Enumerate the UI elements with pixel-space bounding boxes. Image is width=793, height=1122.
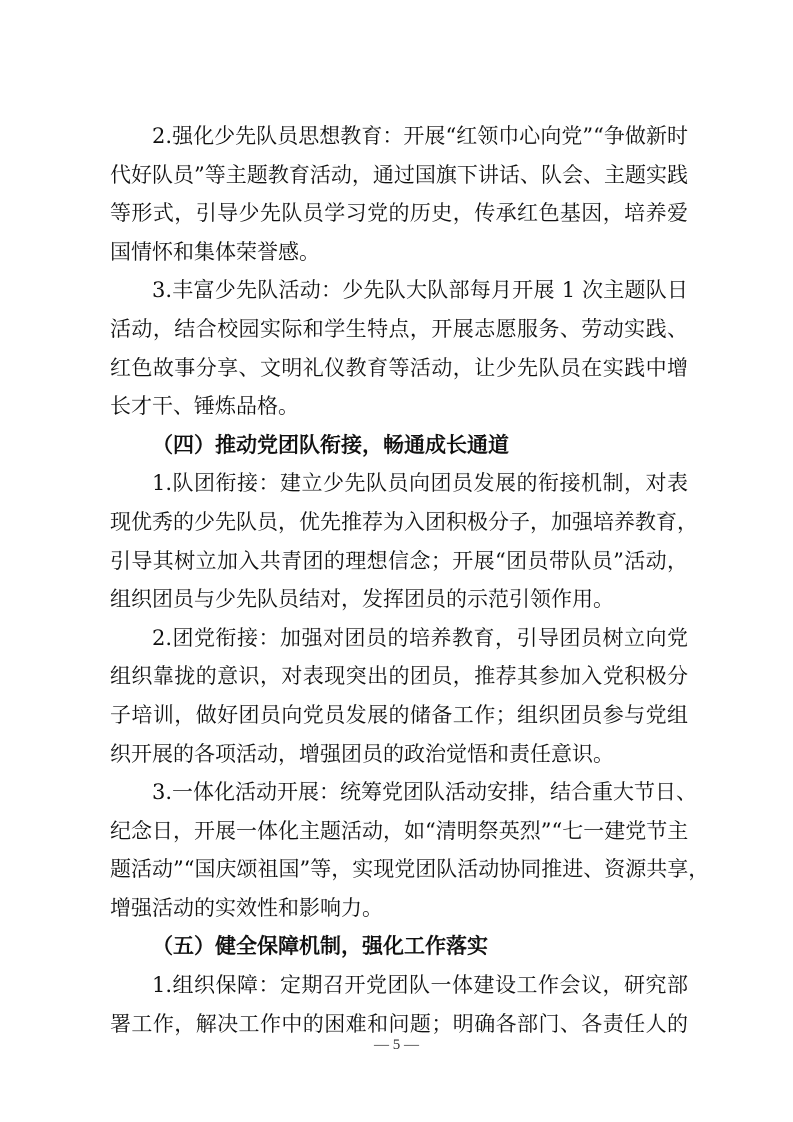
text-line: 题活动”“国庆颂祖国”等，实现党团队活动协同推进、资源共享， (110, 857, 710, 882)
text-line: 1.队团衔接：建立少先队员向团员发展的衔接机制，对表 (152, 471, 688, 496)
text-line: 署工作，解决工作中的困难和问题；明确各部门、各责任人的 (110, 1011, 688, 1036)
text-line: 1.组织保障：定期召开党团队一体建设工作会议，研究部 (152, 973, 688, 998)
text-line: 织开展的各项活动，增强团员的政治觉悟和责任意识。 (110, 741, 614, 766)
text-line: 组织团员与少先队员结对，发挥团员的示范引领作用。 (110, 587, 614, 612)
text-line: 引导其树立加入共青团的理想信念；开展“团员带队员”活动， (110, 548, 688, 573)
section-heading: （五）健全保障机制，强化工作落实 (152, 934, 488, 959)
body-text (110, 117, 710, 1043)
page-number: — 5 — (374, 1037, 419, 1053)
text-line: 活动，结合校园实际和学生特点，开展志愿服务、劳动实践、 (110, 316, 688, 341)
text-line: 国情怀和集体荣誉感。 (110, 239, 320, 264)
text-line: 子培训，做好团员向党员发展的储备工作；组织团员参与党组 (110, 702, 688, 727)
text-line: 代好队员”等主题教育活动，通过国旗下讲话、队会、主题实践 (110, 162, 688, 187)
text-line: 等形式，引导少先队员学习党的历史，传承红色基因，培养爱 (110, 201, 688, 226)
text-line: 2.强化少先队员思想教育：开展“红领巾心向党”“争做新时 (152, 124, 688, 148)
text-line: 纪念日，开展一体化主题活动，如“清明祭英烈”“七一建党节主 (110, 818, 689, 843)
text-line: 增强活动的实效性和影响力。 (110, 895, 383, 920)
text-line: 3.一体化活动开展：统筹党团队活动安排，结合重大节日、 (152, 780, 698, 805)
text-line: 3.丰富少先队活动：少先队大队部每月开展 1 次主题队日 (152, 278, 688, 303)
section-heading: （四）推动党团队衔接，畅通成长通道 (152, 432, 509, 457)
text-line: 长才干、锤炼品格。 (110, 394, 299, 419)
text-line: 现优秀的少先队员，优先推荐为入团积极分子，加强培养教育， (110, 509, 698, 534)
text-line: 红色故事分享、文明礼仪教育等活动，让少先队员在实践中增 (110, 355, 688, 380)
text-line: 组织靠拢的意识，对表现突出的团员，推荐其参加入党积极分 (110, 664, 688, 689)
text-line: 2.团党衔接：加强对团员的培养教育，引导团员树立向党 (152, 625, 688, 650)
